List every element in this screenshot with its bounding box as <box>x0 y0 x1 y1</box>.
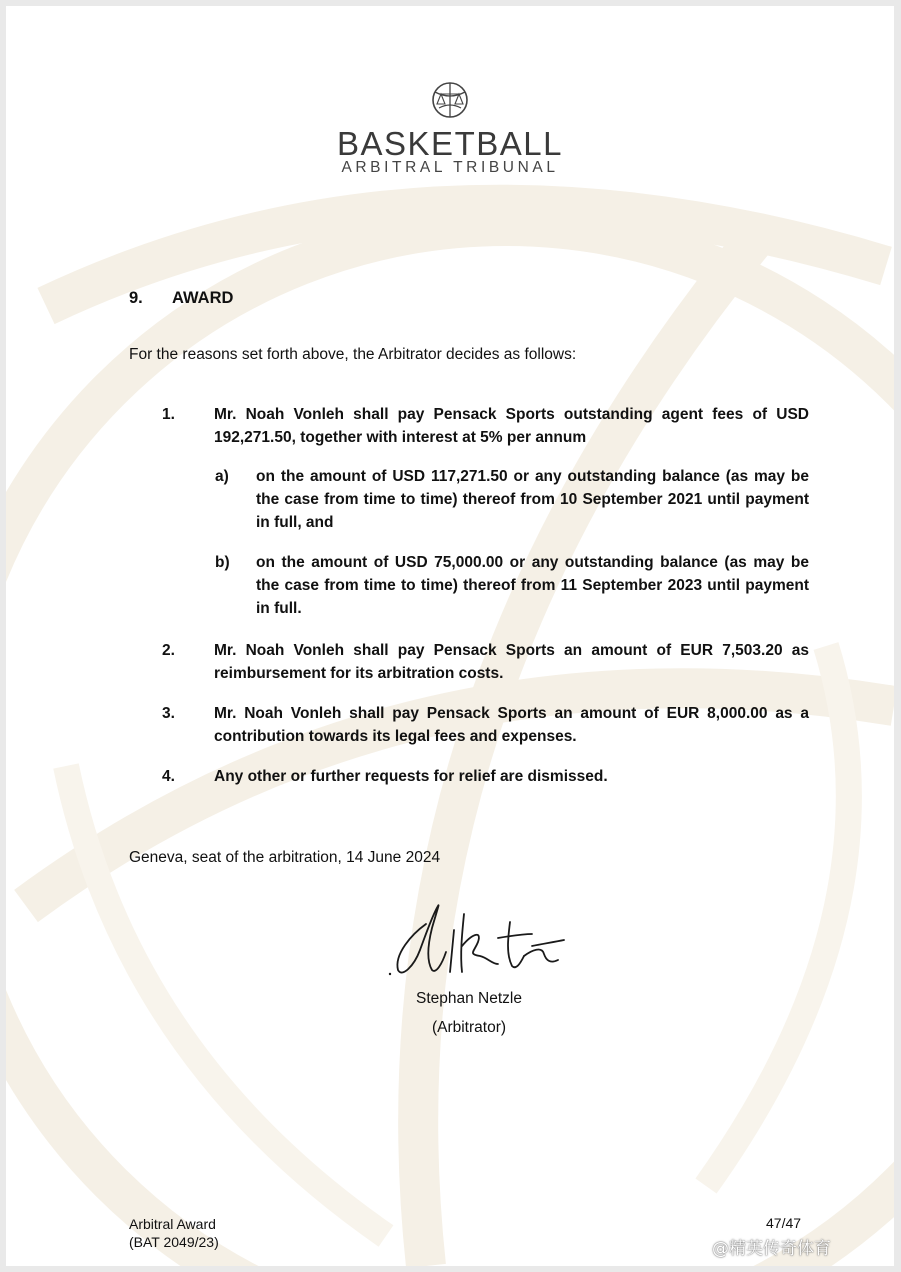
footer-award-label: Arbitral Award <box>129 1216 216 1232</box>
item-number: 4. <box>162 768 175 785</box>
subitem-letter: a) <box>215 468 229 485</box>
item-number: 3. <box>162 705 175 722</box>
basketball-scales-logo-icon <box>427 78 473 122</box>
item-text: Mr. Noah Vonleh shall pay Pensack Sports an amount of EUR 7,503.20 as reimbursement for its arbitration costs. <box>214 642 809 682</box>
award-item-4 <box>162 765 809 788</box>
basketball-watermark-graphic <box>6 6 894 1266</box>
section-title: AWARD <box>172 289 234 307</box>
award-item-2 <box>162 639 809 685</box>
page-number: 47/47 <box>766 1215 802 1231</box>
signer-name: Stephan Netzle <box>416 990 522 1007</box>
award-item-1 <box>162 403 809 449</box>
place-and-date: Geneva, seat of the arbitration, 14 June 2024 <box>129 849 441 866</box>
subitem-text: on the amount of USD 117,271.50 or any outstanding balance (as may be the case from time to time) thereof from 10 September 2021 until payment in full, and <box>256 468 809 531</box>
footer-case-number: (BAT 2049/23) <box>129 1234 219 1250</box>
weibo-watermark: @精英传奇体育 <box>712 1239 831 1259</box>
footer-reference <box>129 1215 219 1251</box>
tribunal-logo <box>6 78 894 176</box>
item-text: Mr. Noah Vonleh shall pay Pensack Sports an amount of EUR 8,000.00 as a contribution towards its legal fees and expenses. <box>214 705 809 745</box>
item-number: 1. <box>162 406 175 423</box>
arbitrator-signature <box>382 894 572 984</box>
logo-subtitle: ARBITRAL TRIBUNAL <box>341 159 559 176</box>
item-text: Mr. Noah Vonleh shall pay Pensack Sports outstanding agent fees of USD 192,271.50, together with interest at 5% per annum <box>214 406 809 446</box>
award-subitem-b <box>215 551 809 620</box>
award-subitem-a <box>215 465 809 534</box>
subitem-text: on the amount of USD 75,000.00 or any outstanding balance (as may be the case from time to time) thereof from 11 September 2023 until payment in full. <box>256 554 809 617</box>
item-text: Any other or further requests for relief are dismissed. <box>214 768 608 785</box>
award-item-3 <box>162 702 809 748</box>
section-heading <box>129 289 233 308</box>
subitem-letter: b) <box>215 554 230 571</box>
document-page <box>6 6 894 1266</box>
item-number: 2. <box>162 642 175 659</box>
logo-title: BASKETBALL <box>337 125 563 162</box>
signer-role: (Arbitrator) <box>431 1019 507 1036</box>
intro-paragraph: For the reasons set forth above, the Arbitrator decides as follows: <box>129 346 577 363</box>
section-number: 9. <box>129 289 143 307</box>
